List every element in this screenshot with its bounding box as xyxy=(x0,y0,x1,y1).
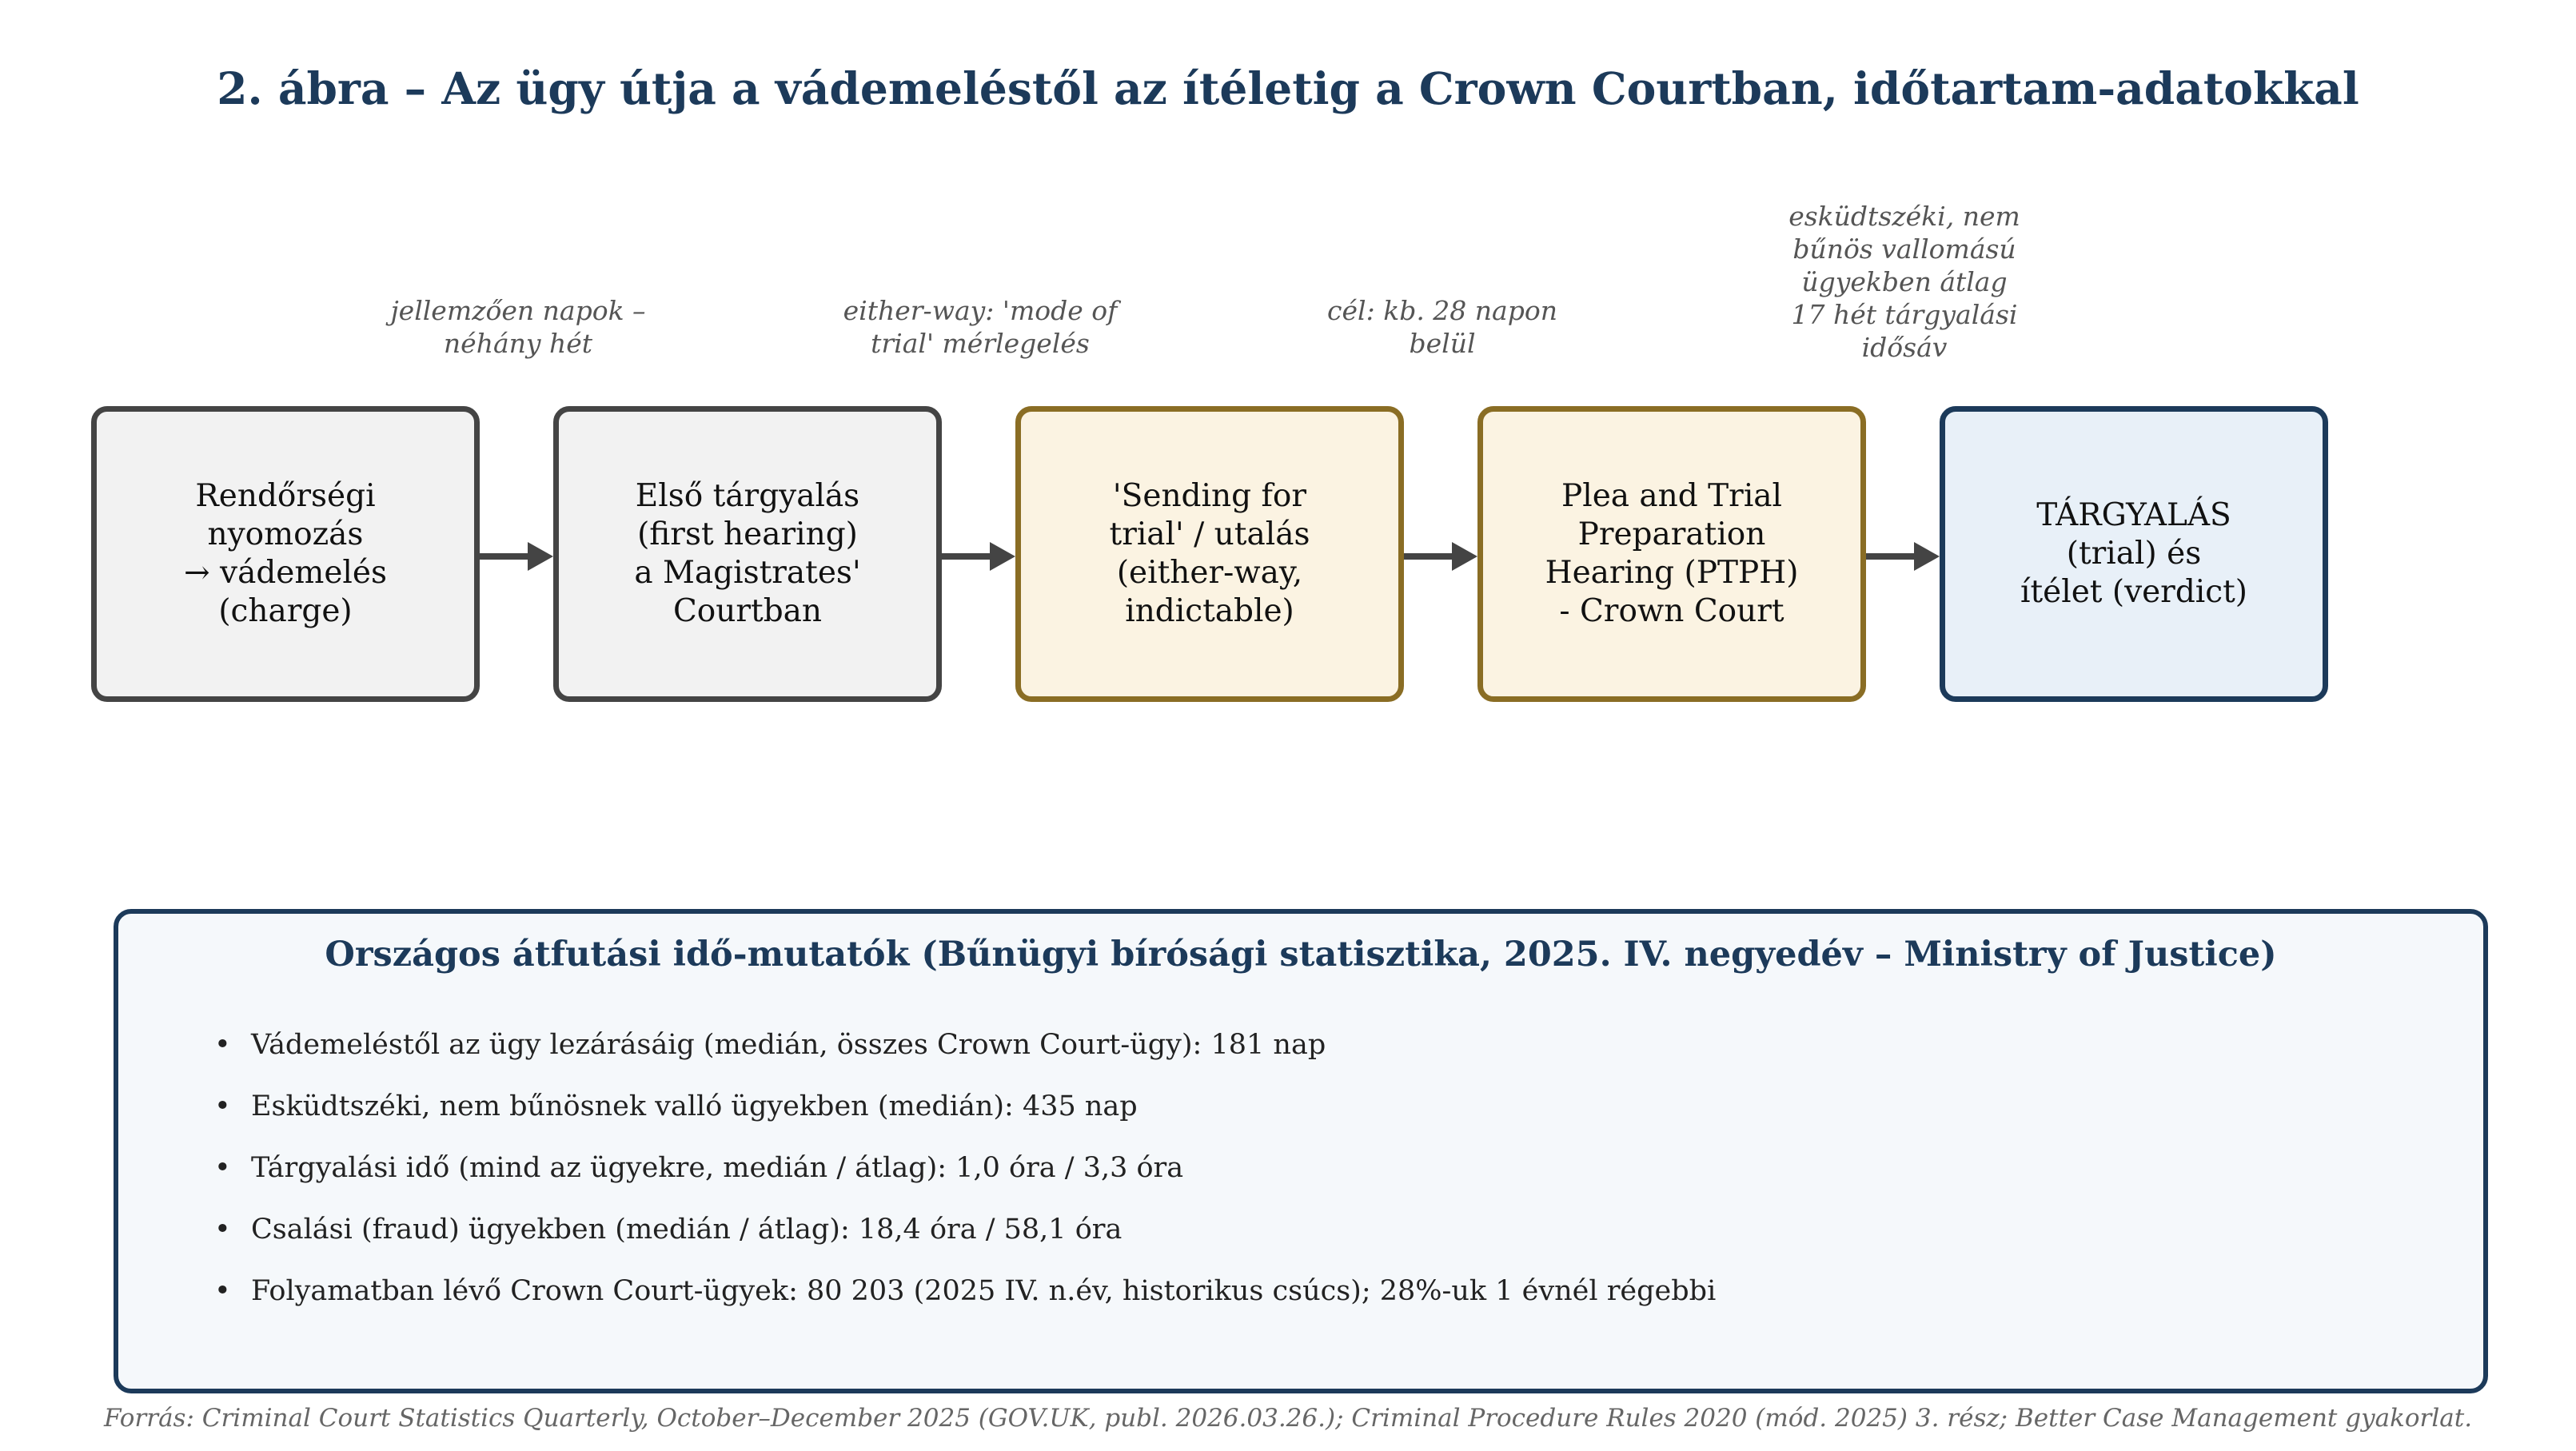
source-note: Forrás: Criminal Court Statistics Quarterly, October–December 2025 (GOV.UK, publ. 2026.03.26.); Criminal Procedure Rules 2020 (mód. 2025) 3. rész; Better Case Management gyakorlat. xyxy=(103,1404,2473,1433)
figure-title: 2. ábra – Az ügy útja a vádemeléstől az ítéletig a Crown Courtban, időtartam-adatokkal xyxy=(217,62,2359,114)
statistics-list xyxy=(214,1015,1716,1322)
note-ptph: cél: kb. 28 napon belül xyxy=(1327,295,1557,359)
arrow-3-head xyxy=(1452,542,1477,571)
arrow-1-head xyxy=(528,542,553,571)
stage-label: Rendőrségi nyomozás → vádemelés (charge) xyxy=(183,478,388,629)
stage-label: Első tárgyalás (first hearing) a Magistrates' Courtban xyxy=(634,478,861,629)
note-sending-for-trial: either-way: 'mode of trial' mérlegelés xyxy=(843,295,1118,359)
list-item: • Esküdtszéki, nem bűnösnek valló ügyekben (medián): 435 nap xyxy=(214,1076,1716,1138)
stage-label: 'Sending for trial' / utalás (either-way, indictable) xyxy=(1109,478,1310,629)
note-trial: esküdtszéki, nem bűnös vallomású ügyekben átlag 17 hét tárgyalási idősáv xyxy=(1788,201,2020,363)
note-first-hearing: jellemzően napok – néhány hét xyxy=(390,295,646,359)
stage-label: TÁRGYALÁS (trial) és ítélet (verdict) xyxy=(2020,497,2247,610)
list-item: • Folyamatban lévő Crown Court-ügyek: 80 203 (2025 IV. n.év, historikus csúcs); 28%-uk 1 évnél régebbi xyxy=(214,1261,1716,1322)
arrow-4-head xyxy=(1914,542,1940,571)
stage-label: Plea and Trial Preparation Hearing (PTPH) - Crown Court xyxy=(1545,478,1799,629)
panel-title: Országos átfutási idő-mutatók (Bűnügyi bírósági statisztika, 2025. IV. negyedév – Ministry of Justice) xyxy=(325,935,2277,975)
list-item: • Csalási (fraud) ügyekben (medián / átlag): 18,4 óra / 58,1 óra xyxy=(214,1199,1716,1261)
list-item: • Tárgyalási idő (mind az ügyekre, medián / átlag): 1,0 óra / 3,3 óra xyxy=(214,1138,1716,1199)
list-item: • Vádemeléstől az ügy lezárásáig (medián, összes Crown Court-ügy): 181 nap xyxy=(214,1015,1716,1076)
arrow-2-head xyxy=(990,542,1015,571)
statistics-panel xyxy=(114,909,2488,1393)
